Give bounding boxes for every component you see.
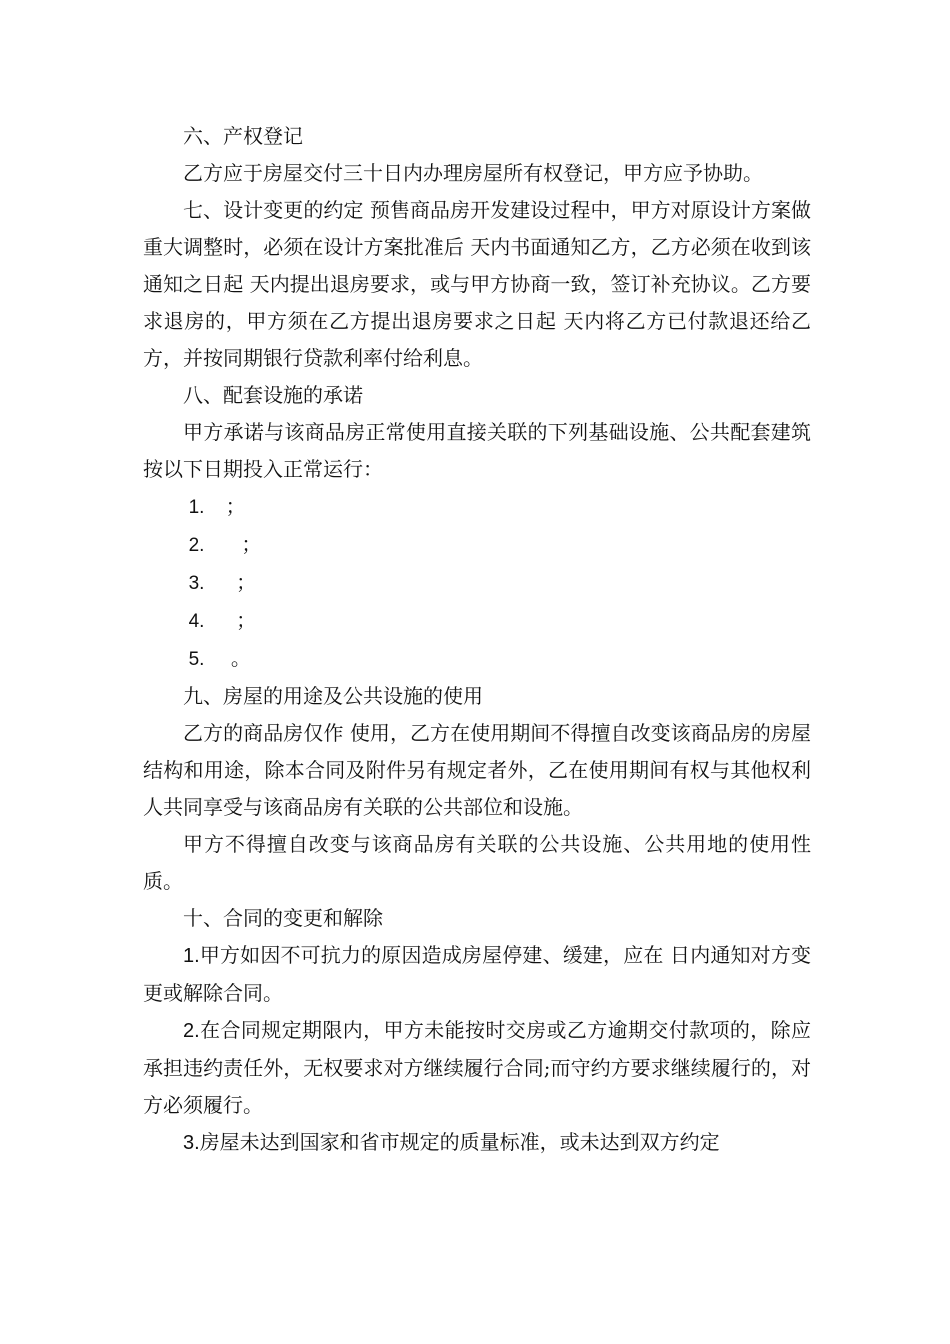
- list-mark: ；: [236, 570, 257, 594]
- blank-gap: [204, 497, 225, 518]
- facility-list-item-3: [143, 564, 811, 602]
- contract-body: [143, 118, 811, 1162]
- section-9-body-2: 甲方不得擅自改变与该商品房有关联的公共设施、公共用地的使用性质。: [143, 832, 811, 893]
- section-10-clause-3: [143, 1124, 811, 1162]
- section-7-body: 七、设计变更的约定 预售商品房开发建设过程中，甲方对原设计方案做重大调整时，必须在设计方案批准后 天内书面通知乙方，乙方必须在收到该通知之日起 天内提出退房要求，或与甲方协商一致，签订补充协议。乙方要求退房的，甲方须在乙方提出退房要求之日起 天内将乙方已付款退还给乙方，并按同期银行贷款利率付给利息。: [143, 198, 811, 370]
- clause-text: 房屋未达到国家和省市规定的质量标准，或未达到双方约定: [199, 1130, 720, 1154]
- facility-list-item-2: [143, 526, 811, 564]
- blank-gap: [204, 611, 236, 632]
- list-number: 3.: [188, 573, 205, 594]
- list-number: 2.: [188, 535, 205, 556]
- list-mark: 。: [230, 646, 251, 670]
- clause-number: 2.: [183, 1020, 200, 1042]
- section-6-body: 乙方应于房屋交付三十日内办理房屋所有权登记，甲方应予协助。: [183, 161, 763, 185]
- facility-list-item-5: [143, 640, 811, 678]
- clause-text: 甲方如因不可抗力的原因造成房屋停建、缓建，应在 日内通知对方变更或解除合同。: [143, 943, 811, 1005]
- clause-number: 3.: [183, 1132, 200, 1154]
- section-10-heading: 十、合同的变更和解除: [183, 906, 383, 930]
- section-9-heading: 九、房屋的用途及公共设施的使用: [183, 684, 483, 708]
- section-9-body-1: 乙方的商品房仅作 使用，乙方在使用期间不得擅自改变该商品房的房屋结构和用途，除本合同及附件另有规定者外，乙在使用期间有权与其他权利人共同享受与该商品房有关联的公共部位和设施。: [143, 721, 811, 819]
- section-10-clause-2: [143, 1012, 811, 1124]
- list-mark: ；: [236, 608, 257, 632]
- section-10-clause-1: [143, 937, 811, 1012]
- section-6-heading: 六、产权登记: [183, 124, 303, 148]
- clause-text: 在合同规定期限内，甲方未能按时交房或乙方逾期交付款项的，除应承担违约责任外，无权要求对方继续履行合同;而守约方要求继续履行的，对方必须履行。: [143, 1018, 811, 1117]
- clause-number: 1.: [183, 945, 200, 967]
- facility-list-item-4: [143, 602, 811, 640]
- section-8-heading: 八、配套设施的承诺: [183, 383, 363, 407]
- list-number: 1.: [188, 497, 205, 518]
- blank-gap: [204, 535, 241, 556]
- blank-gap: [204, 649, 230, 670]
- list-mark: ；: [225, 494, 246, 518]
- list-mark: ；: [241, 532, 262, 556]
- blank-gap: [204, 573, 236, 594]
- list-number: 5.: [188, 649, 205, 670]
- section-8-body: 甲方承诺与该商品房正常使用直接关联的下列基础设施、公共配套建筑按以下日期投入正常运行：: [143, 420, 811, 481]
- list-number: 4.: [188, 611, 205, 632]
- facility-list-item-1: [143, 488, 811, 526]
